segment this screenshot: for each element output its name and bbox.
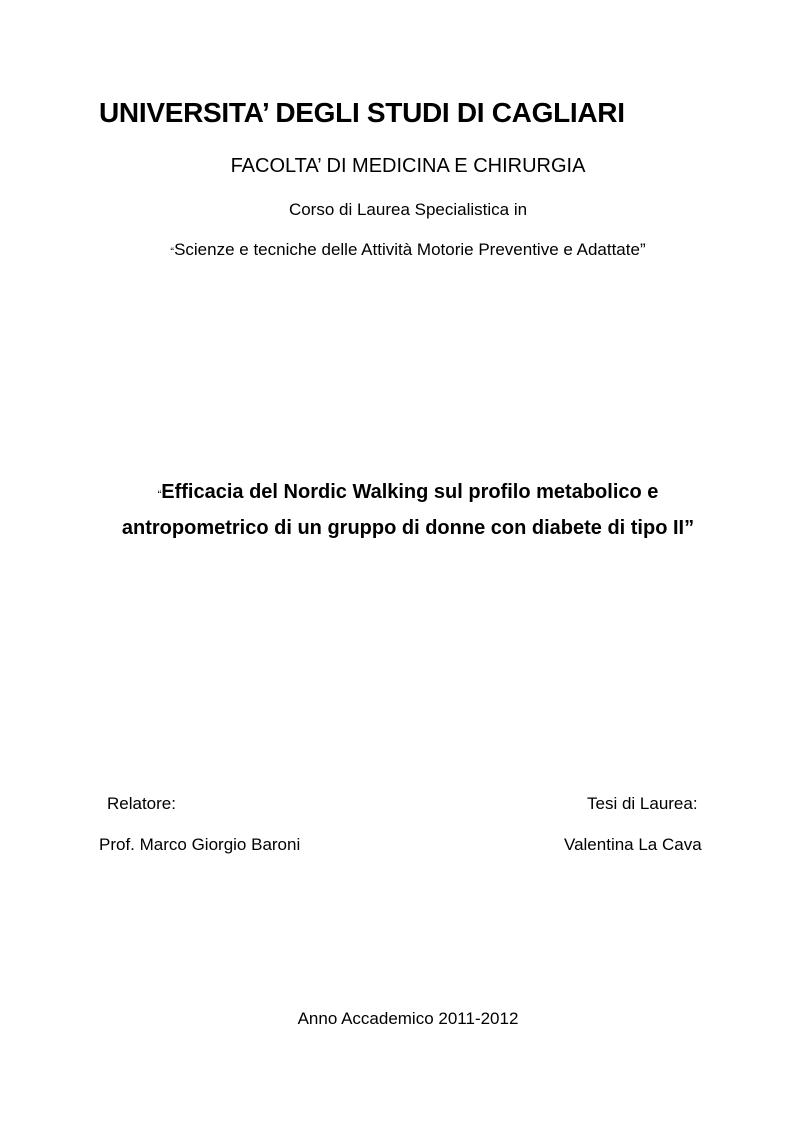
supervisor-label: Relatore:: [107, 794, 176, 813]
program-open-quote: “: [170, 246, 175, 258]
candidate-name: Valentina La Cava: [564, 835, 702, 854]
program-text: Scienze e tecniche delle Attività Motorie Preventive e Adattate”: [174, 240, 646, 259]
supervisor-name: Prof. Marco Giorgio Baroni: [99, 835, 301, 854]
thesis-title-text-1: Efficacia del Nordic Walking sul profilo metabolico e: [161, 481, 659, 503]
academic-year: Anno Accademico 2011-2012: [297, 1009, 519, 1028]
thesis-open-quote: “: [157, 489, 162, 501]
thesis-title-line-2: antropometrico di un gruppo di donne con diabete di tipo II”: [121, 517, 695, 539]
program-name: [0, 241, 793, 258]
university-name: UNIVERSITA’ DEGLI STUDI DI CAGLIARI: [99, 97, 625, 128]
course-type: Corso di Laurea Specialistica in: [288, 200, 528, 219]
thesis-title-line-1: [0, 482, 793, 502]
faculty-name: FACOLTA’ DI MEDICINA E CHIRURGIA: [230, 155, 586, 177]
candidate-label: Tesi di Laurea:: [587, 794, 698, 813]
